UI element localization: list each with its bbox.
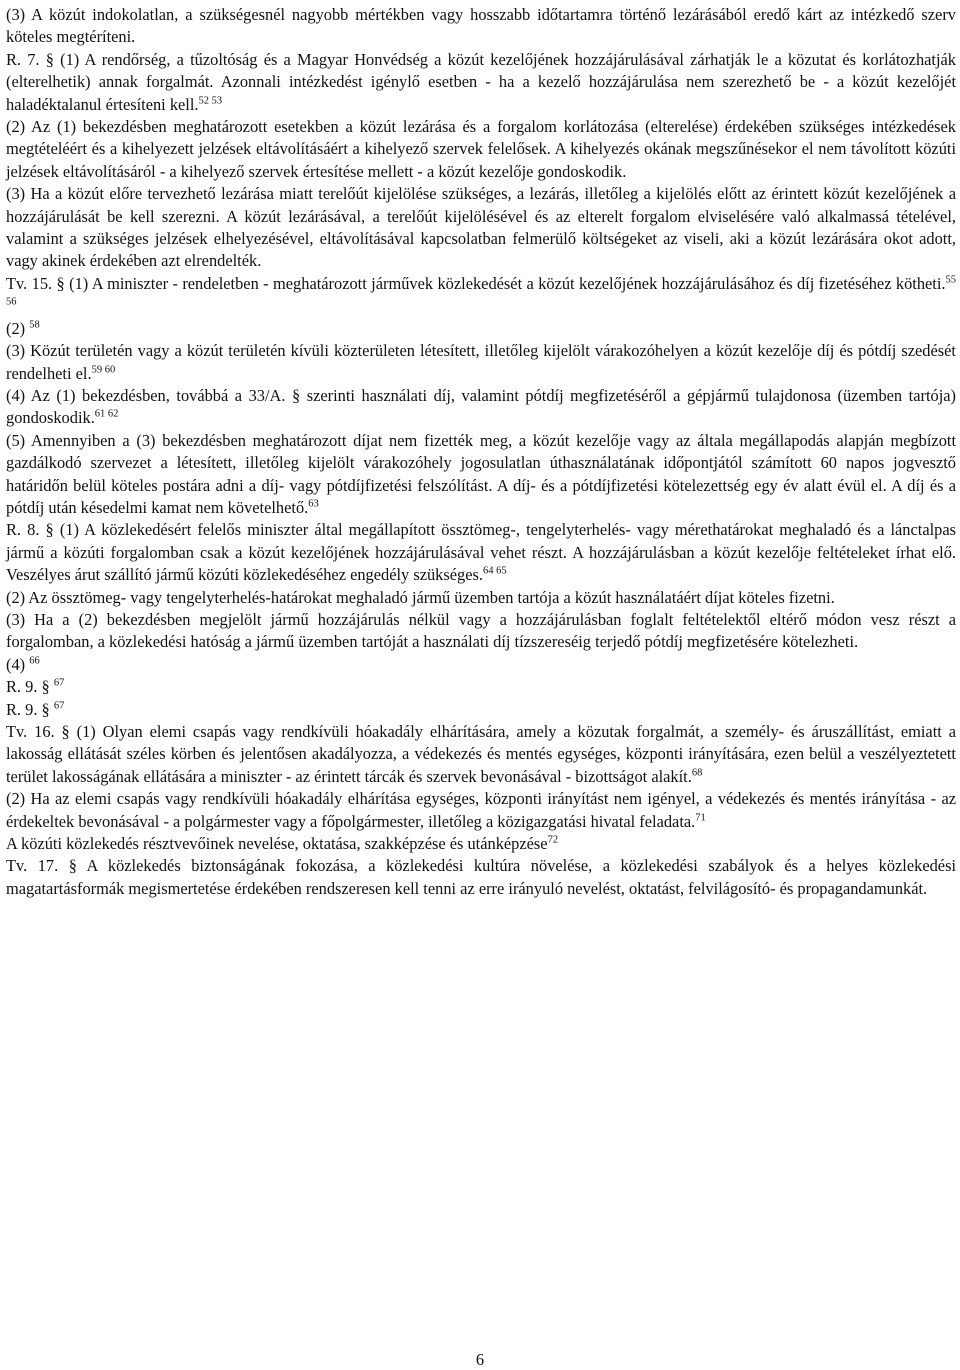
footnote-ref: 66 [29, 655, 40, 667]
paragraph-r9-b: R. 9. § $^{67}$ [6, 699, 65, 719]
footnote-ref: 59 60 [91, 364, 116, 376]
footnote-ref: 67 [53, 677, 65, 689]
paragraph-tv17: Tv. 17. § A közlekedés biztonságának fokozása, a közlekedési kultúra növelése, a közlekedési szabályok és a helyes közlekedési magatartásformák megismertetése érdekében rendszeresen kell tenni az erre irányuló nevelést, oktatást, felvilágosító- és propagandamunkát. [6, 856, 956, 898]
paragraph-r8-1: R. 8. § (1) A közlekedésért felelős miniszter által megállapított össztömeg-, tengelyterhelés- vagy mérethatárokat meghaladó és a lánctalpas jármű a közúti forgalomban csak a közút kezelőjének hozzájárulásával vehet részt. A hozzájárulásban a közút kezelője feltételeket írhat elő. Veszélyes árut szállító jármű közúti közlekedéséhez engedély szükséges.$^{64 65}$ [6, 520, 956, 585]
footnote-ref: 71 [695, 812, 706, 824]
paragraph-tv15-1: Tv. 15. § (1) A miniszter - rendeletben - meghatározott járművek közlekedését a közút kezelőjének hozzájárulásához és díj fizetéséhez kötheti.$^{55 56}$ [6, 273, 956, 308]
paragraph-r7-2: (2) Az (1) bekezdésben meghatározott esetekben a közút lezárása és a forgalom korlátozása (elterelése) érdekében szükséges intézkedések megtételéért és a kihelyezett jelzések eltávolításáért a kihelyező szervek felelősek. A kihelyezés okának megszűnésekor el nem távolított közúti jelzések eltávolításáról - a kihelyező szervek értesítése mellett - a közút kezelője gondoskodik. [6, 117, 956, 181]
section-heading: A közúti közlekedés résztvevőinek nevelése, oktatása, szakképzése és utánképzése$^{72}$ [6, 834, 559, 854]
paragraph-r8-3: (3) Ha a (2) bekezdésben megjelölt jármű hozzájárulás nélkül vagy a hozzájárulásban foglalt feltételektől eltérő módon vesz részt a forgalomban, a közlekedési hatóság a jármű üzemben tartóját a használati díj tízszereséig terjedő pótdíj megfizetésére kötelezheti. [6, 609, 956, 652]
paragraph-16-3: (3) A közút indokolatlan, a szükségesnél nagyobb mértékben vagy hosszabb időtartamra történő lezárásából eredő kárt az intézkedő szerv köteles megtéríteni. [6, 5, 956, 47]
document-page [6, 4, 956, 900]
paragraph-tv15-2: (2) $^{58}$ [6, 318, 40, 338]
paragraph-tv15-5: (5) Amennyiben a (3) bekezdésben meghatározott díjat nem fizették meg, a közút kezelője vagy az általa megállapodás alapján megbízott gazdálkodó szervezet a létesített, illetőleg kijelölt várakozóhely jogosulatlan úthasználatának időpontjától számított 60 napos jogvesztő határidőn belül köteles postára adni a díj- vagy pótdíjfizetési felszólítást. A díj- és a pótdíjfizetési kötelezettség egy év alatt évül el. A díj és a pótdíj után késedelmi kamat nem követelhető.$^{63}$ [6, 430, 956, 517]
footnote-ref: 68 [691, 767, 703, 779]
footnote-ref: 61 62 [94, 408, 119, 420]
paragraph-r8-4: (4) $^{66}$ [6, 654, 40, 674]
footnote-ref: 63 [308, 498, 319, 510]
paragraph-tv15-3: (3) Közút területén vagy a közút területén kívüli közterületen létesített, illetőleg kijelölt várakozóhelyen a közút kezelője díj és pótdíj szedését rendelheti el.$^{59 60}$ [6, 341, 956, 383]
page-number: 6 [475, 1350, 485, 1369]
paragraph-tv16-1: Tv. 16. § (1) Olyan elemi csapás vagy rendkívüli hóakadály elhárítására, amely a közutak forgalmát, a személy- és áruszállítást, emiatt a lakosság ellátását széles körben és jelentősen akadályozza, a védekezés és mentés egységes, központi irányítására, ezen belül a veszélyeztetett terület lakosságának ellátására a miniszter - az érintett tárcák és szervek bevonásával - bizottságot alakít.$^{68}$ [6, 722, 956, 786]
paragraph-tv15-4: (4) Az (1) bekezdésben, továbbá a 33/A. § szerinti használati díj, valamint pótdíj megfizetéséről a gépjármű tulajdonosa (üzemben tartója) gondoskodik.$^{61 62}$ [6, 385, 956, 428]
paragraph-r8-2: (2) Az össztömeg- vagy tengelyterhelés-határokat meghaladó jármű üzemben tartója a közút használatáért díjat köteles fizetni. [6, 587, 835, 607]
footnote-ref: 55 56 [6, 274, 956, 308]
paragraph-r7-1: R. 7. § (1) A rendőrség, a tűzoltóság és a Magyar Honvédség a közút kezelőjének hozzájárulásával zárhatják le a közutat és korlátozhatják (elterelhetik) annak forgalmát. Azonnali intézkedést igénylő esetben - ha a kezelő hozzájárulása nem szerezhető be - a közút kezelőjét haladéktalanul értesíteni kell.$^{52 53}$ [6, 49, 956, 114]
footnote-ref: 52 53 [198, 95, 223, 107]
paragraph-tv16-2: (2) Ha az elemi csapás vagy rendkívüli hóakadály elhárítása egységes, központi irányítást nem igényel, a védekezés és mentés irányítása - az érdekeltek bevonásával - a polgármester vagy a főpolgármester, illetőleg a közigazgatási hivatal feladata.$^{71}$ [6, 789, 956, 831]
footnote-ref: 58 [29, 319, 40, 331]
paragraph-r7-3: (3) Ha a közút előre tervezhető lezárása miatt terelőút kijelölése szükséges, a lezárás, illetőleg a kijelölés előtt az érintett közút kezelőjének a hozzájárulását be kell szerezni. A közút lezárásával, a terelőút kijelölésével és az elterelt forgalom elviselésére való alkalmassá tételével, valamint a szükséges jelzések elhelyezésével, eltávolításával kapcsolatban felmerülő költségeket az viseli, aki a közút lezárására okot adott, vagy akinek érdekében azt elrendelték. [6, 184, 956, 271]
footnote-ref: 67 [53, 700, 65, 712]
footnote-ref: 64 65 [482, 565, 507, 577]
footnote-ref: 72 [547, 834, 559, 846]
paragraph-r9-a: R. 9. § $^{67}$ [6, 677, 65, 697]
